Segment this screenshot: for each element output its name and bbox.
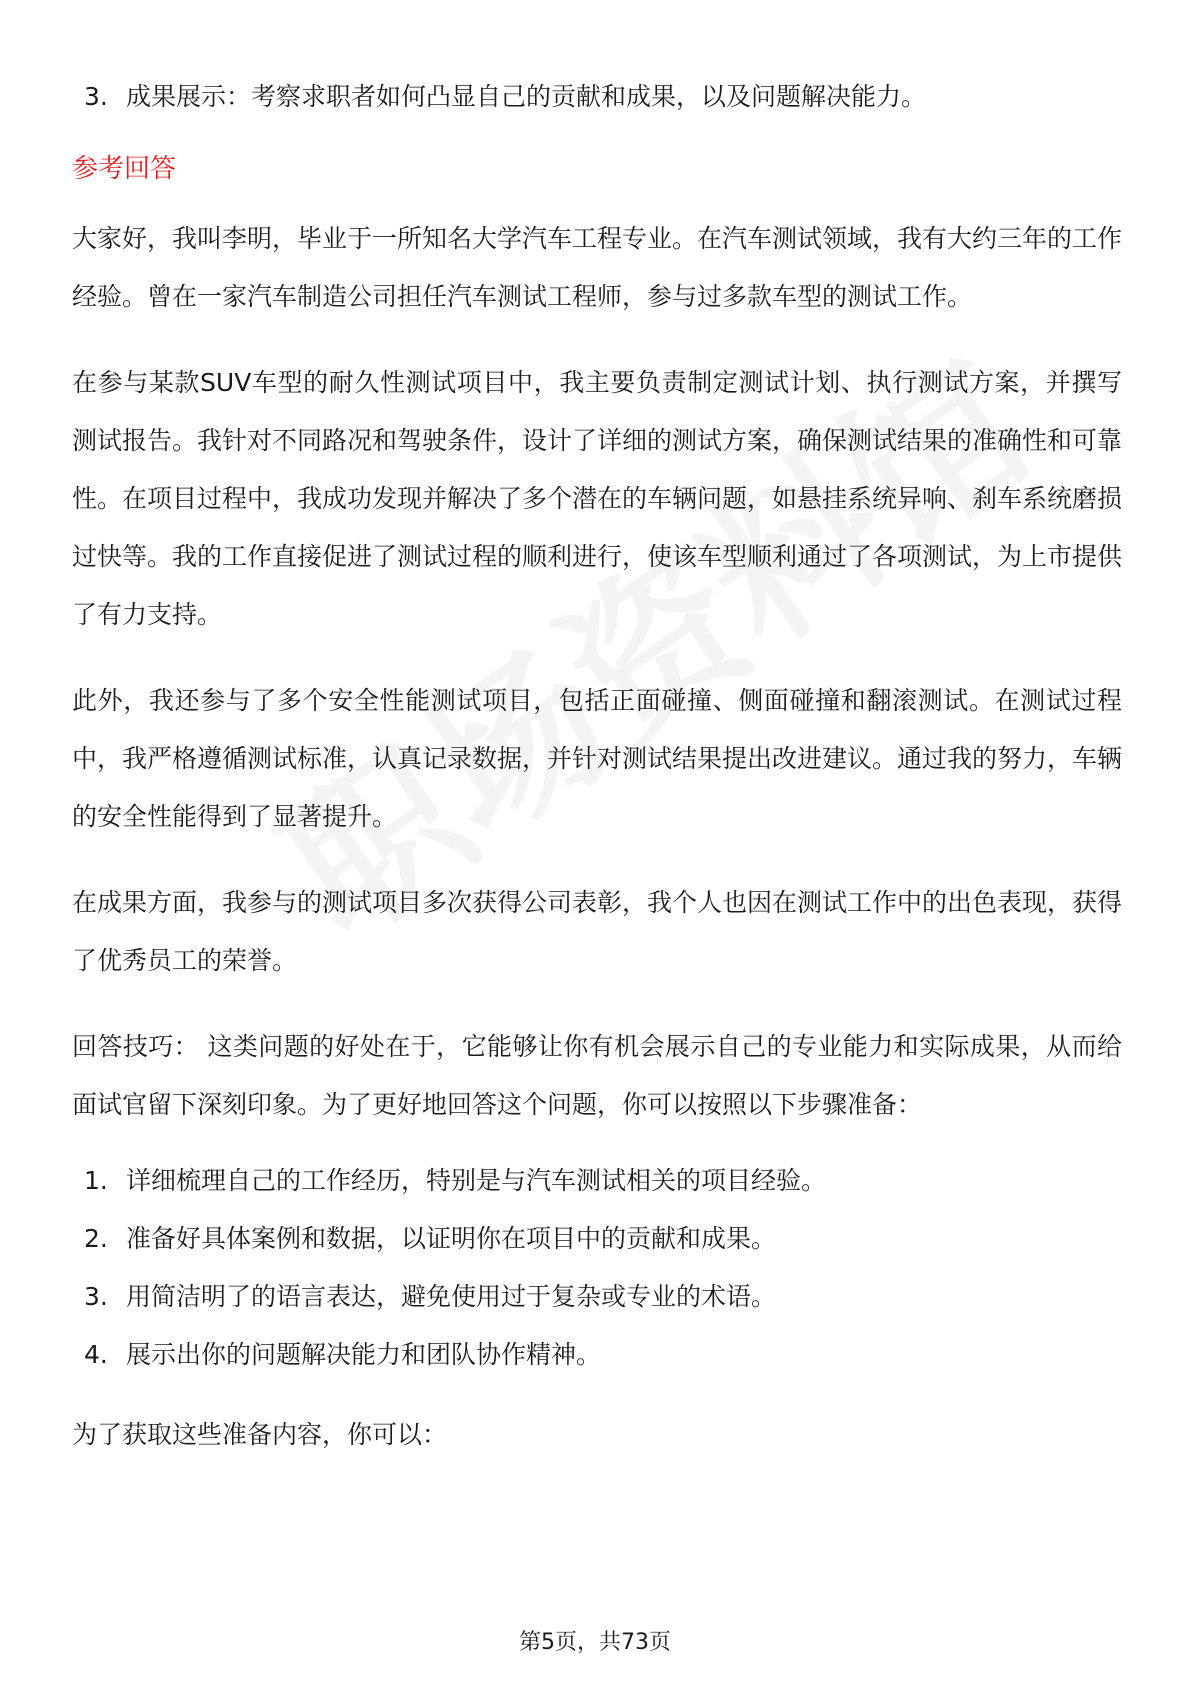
paragraph-achievements: 在成果方面，我参与的测试项目多次获得公司表彰，我个人也因在测试工作中的出色表现，获得了优秀员工的荣誉。: [72, 888, 1123, 975]
paragraph-intro: 大家好，我叫李明，毕业于一所知名大学汽车工程专业。在汽车测试领域，我有大约三年的工作经验。曾在一家汽车制造公司担任汽车测试工程师，参与过多款车型的测试工作。: [72, 224, 1123, 311]
section-title: 参考回答: [72, 154, 177, 184]
list-item: [72, 1152, 1122, 1210]
list-item: [72, 1268, 1122, 1326]
list-text: 展示出你的问题解决能力和团队协作精神。: [126, 1340, 602, 1369]
list-text: 详细梳理自己的工作经历，特别是与汽车测试相关的项目经验。: [126, 1166, 827, 1195]
page-content: [72, 68, 1122, 1492]
list-text: 用简洁明了的语言表达，避免使用过于复杂或专业的术语。: [126, 1282, 777, 1311]
paragraph-suv-project: 在参与某款SUV车型的耐久性测试项目中，我主要负责制定测试计划、执行测试方案，并撰写测试报告。我针对不同路况和驾驶条件，设计了详细的测试方案，确保测试结果的准确性和可靠性。在项目过程中，我成功发现并解决了多个潜在的车辆问题，如悬挂系统异响、刹车系统磨损过快等。我的工作直接促进了测试过程的顺利进行，使该车型顺利通过了各项测试，为上市提供了有力支持。: [72, 368, 1123, 629]
list-text: 成果展示：考察求职者如何凸显自己的贡献和成果，以及问题解决能力。: [126, 82, 927, 111]
steps-list: [72, 1152, 1122, 1384]
list-text: 准备好具体案例和数据，以证明你在项目中的贡献和成果。: [126, 1224, 777, 1253]
list-item: [72, 68, 1122, 126]
list-item: [72, 1210, 1122, 1268]
paragraph-safety-tests: 此外，我还参与了多个安全性能测试项目，包括正面碰撞、侧面碰撞和翻滚测试。在测试过程中，我严格遵循测试标准，认真记录数据，并针对测试结果提出改进建议。通过我的努力，车辆的安全性能得到了显著提升。: [72, 686, 1123, 831]
list-number: 2.: [84, 1224, 108, 1253]
paragraph-closing: 为了获取这些准备内容，你可以：: [72, 1420, 448, 1449]
list-number: 1.: [84, 1166, 108, 1195]
paragraph-answer-tips: 回答技巧： 这类问题的好处在于，它能够让你有机会展示自己的专业能力和实际成果，从而给面试官留下深刻印象。为了更好地回答这个问题，你可以按照以下步骤准备：: [72, 1032, 1122, 1119]
page-number-footer: 第5页，共73页: [519, 1630, 671, 1655]
list-number: 3.: [84, 1282, 108, 1311]
list-item: [72, 1326, 1122, 1384]
list-number: 3.: [84, 82, 108, 111]
list-number: 4.: [84, 1340, 108, 1369]
